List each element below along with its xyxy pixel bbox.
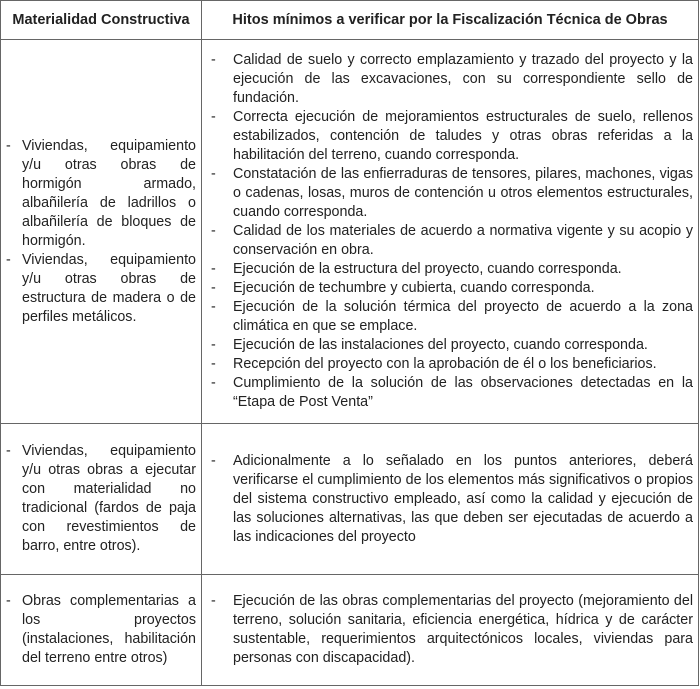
materiality-cell <box>1 424 202 575</box>
list-item <box>207 165 693 222</box>
bullet-dash: - <box>211 375 216 391</box>
list-item <box>207 592 693 668</box>
table-row <box>1 424 699 575</box>
list-item <box>6 137 196 251</box>
table-header-row <box>1 1 699 40</box>
milestones-text: Correcta ejecución de mejoramientos estructurales de suelo, rellenos estabilizados, contención de taludes y otras obras referidas a la habilitación del terreno, cuando corresponda. <box>233 109 693 163</box>
bullet-dash: - <box>211 261 216 277</box>
materiality-text: Viviendas, equipamiento y/u otras obras de hormigón armado, albañilería de ladrillos o albañilería de bloques de hormigón. <box>22 137 196 249</box>
milestones-cell <box>202 40 699 424</box>
list-item <box>6 442 196 556</box>
bullet-dash: - <box>6 251 11 268</box>
table-row <box>1 40 699 424</box>
milestones-text: Ejecución de la solución térmica del proyecto de acuerdo a la zona climática en que se emplace. <box>233 299 693 334</box>
milestones-text: Constatación de las enfierraduras de tensores, pilares, machones, vigas o cadenas, losas, muros de contención u otros elementos estructurales, cuando corresponda. <box>233 166 693 220</box>
list-item <box>6 251 196 327</box>
bullet-dash: - <box>211 223 216 239</box>
header-materiality: Materialidad Constructiva <box>1 1 202 40</box>
milestones-text: Cumplimiento de la solución de las observaciones detectadas en la “Etapa de Post Venta” <box>233 375 693 410</box>
bullet-dash: - <box>211 166 216 182</box>
milestones-text: Ejecución de las obras complementarias del proyecto (mejoramiento del terreno, solución sanitaria, eficiencia energética, hídrica y de carácter sustentable, requerimientos arquitectónicos locales, viviendas para personas con discapacidad). <box>233 593 693 666</box>
list-item <box>207 298 693 336</box>
materiality-text: Obras complementarias a los proyectos (instalaciones, habilitación del terreno entre otros) <box>22 593 196 666</box>
bullet-dash: - <box>211 109 216 125</box>
list-item <box>207 374 693 412</box>
list-item <box>207 355 693 374</box>
milestones-text: Ejecución de las instalaciones del proyecto, cuando corresponda. <box>233 337 648 353</box>
bullet-dash: - <box>211 280 216 296</box>
list-item <box>207 260 693 279</box>
milestones-text: Calidad de los materiales de acuerdo a normativa vigente y su acopio y conservación en obra. <box>233 223 693 258</box>
milestones-cell <box>202 424 699 575</box>
bullet-dash: - <box>6 593 11 609</box>
bullet-dash: - <box>211 299 216 315</box>
list-item <box>207 51 693 108</box>
list-item <box>6 592 196 668</box>
milestones-cell <box>202 575 699 686</box>
table-row <box>1 575 699 686</box>
materiality-cell <box>1 575 202 686</box>
milestones-text: Ejecución de la estructura del proyecto, cuando corresponda. <box>233 261 622 277</box>
materiality-text: Viviendas, equipamiento y/u otras obras de estructura de madera o de perfiles metálicos. <box>22 251 196 325</box>
list-item <box>207 108 693 165</box>
bullet-dash: - <box>6 137 11 154</box>
bullet-dash: - <box>211 593 216 609</box>
milestones-text: Ejecución de techumbre y cubierta, cuando corresponda. <box>233 280 595 296</box>
list-item <box>207 452 693 547</box>
bullet-dash: - <box>211 452 216 469</box>
milestones-text: Adicionalmente a lo señalado en los puntos anteriores, deberá verificarse el cumplimiento de los elementos más significativos o propios del sistema constructivo empleado, así como la calidad y ejecución de las soluciones alternativas, las que deben ser ejecutadas de acuerdo a las indicaciones del proyecto <box>233 452 693 545</box>
bullet-dash: - <box>211 52 216 68</box>
bullet-dash: - <box>211 337 216 353</box>
list-item <box>207 336 693 355</box>
materiality-text: Viviendas, equipamiento y/u otras obras a ejecutar con materialidad no tradicional (fardos de paja con revestimientos de barro, entre otros). <box>22 443 196 554</box>
milestones-text: Calidad de suelo y correcto emplazamiento y trazado del proyecto y la ejecución de las excavaciones, con su correspondiente sello de fundación. <box>233 52 693 106</box>
list-item <box>207 222 693 260</box>
materiality-cell <box>1 40 202 424</box>
header-milestones: Hitos mínimos a verificar por la Fiscalización Técnica de Obras <box>202 1 699 40</box>
milestones-text: Recepción del proyecto con la aprobación de él o los beneficiarios. <box>233 356 657 372</box>
bullet-dash: - <box>6 443 11 459</box>
list-item <box>207 279 693 298</box>
bullet-dash: - <box>211 356 216 372</box>
